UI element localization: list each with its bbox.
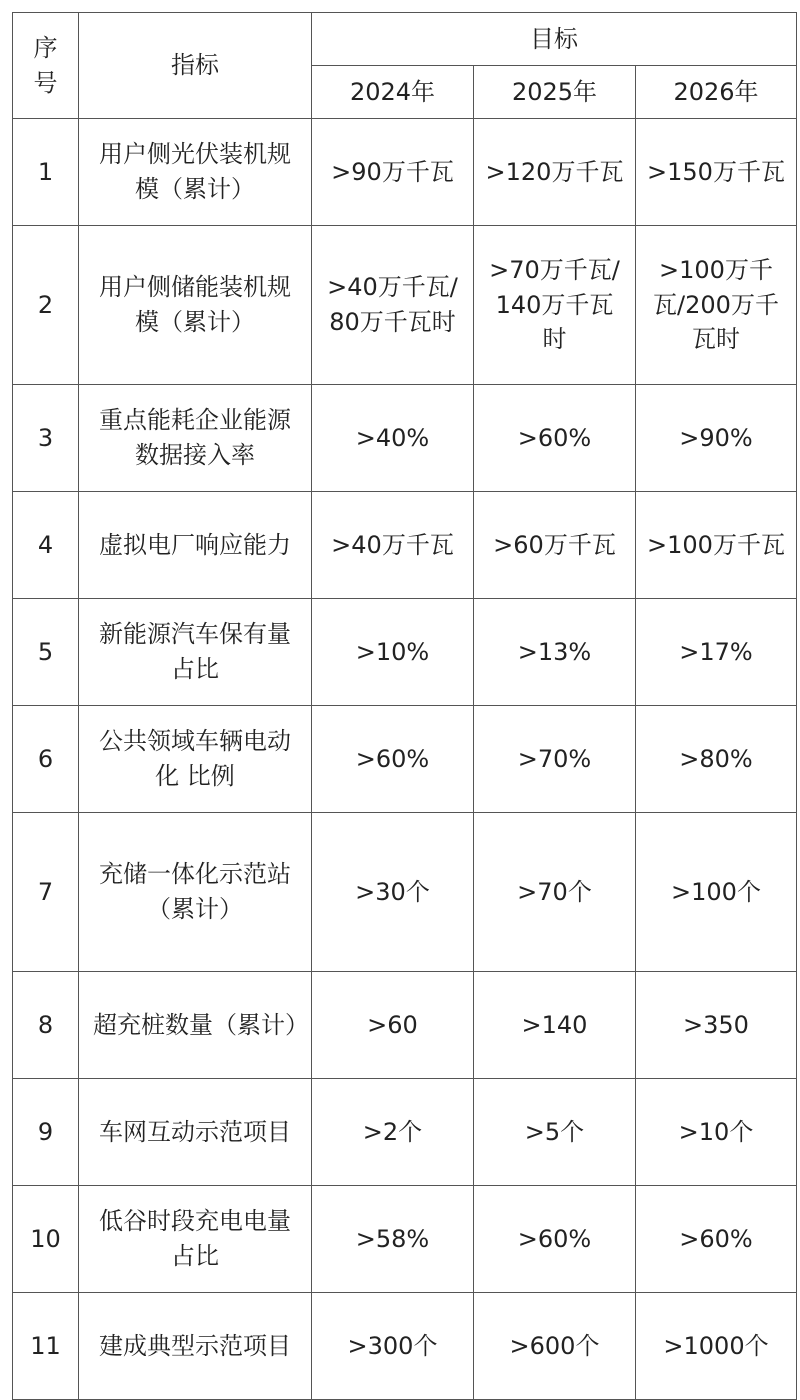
row-target-2025: >60万千瓦 — [474, 492, 636, 599]
row-indicator: 超充桩数量（累计） — [79, 972, 312, 1079]
table-row — [13, 599, 797, 706]
row-target-2024: >40% — [312, 385, 474, 492]
row-target-2024: >60 — [312, 972, 474, 1079]
row-indicator: 低谷时段充电电量占比 — [79, 1186, 312, 1293]
row-indicator: 公共领域车辆电动化 比例 — [79, 706, 312, 813]
row-target-2025: >5个 — [474, 1079, 636, 1186]
row-indicator: 用户侧光伏装机规模（累计） — [79, 119, 312, 226]
row-target-2024: >90万千瓦 — [312, 119, 474, 226]
row-indicator: 重点能耗企业能源数据接入率 — [79, 385, 312, 492]
row-target-2026: >100万千瓦 — [636, 492, 797, 599]
row-target-2024: >40万千瓦/80万千瓦时 — [312, 226, 474, 385]
row-target-2026: >350 — [636, 972, 797, 1079]
row-target-2024: >58% — [312, 1186, 474, 1293]
row-target-2026: >10个 — [636, 1079, 797, 1186]
header-row-top — [13, 13, 797, 66]
row-target-2026: >150万千瓦 — [636, 119, 797, 226]
row-target-2024: >40万千瓦 — [312, 492, 474, 599]
row-indicator: 新能源汽车保有量占比 — [79, 599, 312, 706]
row-target-2024: >300个 — [312, 1293, 474, 1400]
header-year-label: 2026年 — [673, 77, 759, 106]
row-target-2025: >600个 — [474, 1293, 636, 1400]
row-indicator: 建成典型示范项目 — [79, 1293, 312, 1400]
table-row — [13, 492, 797, 599]
row-number: 11 — [13, 1293, 79, 1400]
header-year-label: 2025年 — [511, 77, 598, 106]
row-number: 5 — [13, 599, 79, 706]
row-target-2024: >60% — [312, 706, 474, 813]
table-row — [13, 226, 797, 385]
table-row — [13, 972, 797, 1079]
row-target-2025: >60% — [474, 385, 636, 492]
header-year-2024 — [312, 66, 474, 119]
header-target — [312, 13, 797, 66]
row-target-2025: >120万千瓦 — [474, 119, 636, 226]
row-number: 9 — [13, 1079, 79, 1186]
row-target-2025: >60% — [474, 1186, 636, 1293]
header-year-label: 2024年 — [349, 77, 436, 106]
row-number: 10 — [13, 1186, 79, 1293]
table-row — [13, 119, 797, 226]
row-target-2025: >13% — [474, 599, 636, 706]
row-target-2024: >10% — [312, 599, 474, 706]
row-target-2026: >90% — [636, 385, 797, 492]
table-body — [13, 119, 797, 1400]
row-indicator: 用户侧储能装机规模（累计） — [79, 226, 312, 385]
row-number: 8 — [13, 972, 79, 1079]
row-number: 6 — [13, 706, 79, 813]
row-number: 7 — [13, 813, 79, 972]
row-target-2025: >70% — [474, 706, 636, 813]
header-year-2026 — [636, 66, 797, 119]
row-number: 2 — [13, 226, 79, 385]
header-indicator — [79, 13, 312, 119]
row-target-2024: >2个 — [312, 1079, 474, 1186]
row-target-2026: >100个 — [636, 813, 797, 972]
row-target-2024: >30个 — [312, 813, 474, 972]
row-indicator: 车网互动示范项目 — [79, 1079, 312, 1186]
row-target-2026: >60% — [636, 1186, 797, 1293]
table-row — [13, 1186, 797, 1293]
row-number: 3 — [13, 385, 79, 492]
row-indicator: 充储一体化示范站（累计） — [79, 813, 312, 972]
table-row — [13, 1079, 797, 1186]
row-indicator: 虚拟电厂响应能力 — [79, 492, 312, 599]
targets-table — [12, 12, 797, 1400]
table-header — [13, 13, 797, 119]
table-row — [13, 706, 797, 813]
row-target-2026: >17% — [636, 599, 797, 706]
targets-table-container — [12, 12, 796, 1400]
header-indicator-label: 指标 — [171, 51, 219, 80]
row-target-2026: >1000个 — [636, 1293, 797, 1400]
header-no — [13, 13, 79, 119]
table-row — [13, 1293, 797, 1400]
row-target-2026: >100万千瓦/200万千瓦时 — [636, 226, 797, 385]
table-row — [13, 813, 797, 972]
row-target-2025: >140 — [474, 972, 636, 1079]
table-row — [13, 385, 797, 492]
row-target-2026: >80% — [636, 706, 797, 813]
row-number: 1 — [13, 119, 79, 226]
row-target-2025: >70万千瓦/140万千瓦时 — [474, 226, 636, 385]
header-year-2025 — [474, 66, 636, 119]
row-number: 4 — [13, 492, 79, 599]
header-no-label: 序号 — [33, 33, 58, 97]
header-target-label: 目标 — [530, 24, 578, 53]
row-target-2025: >70个 — [474, 813, 636, 972]
